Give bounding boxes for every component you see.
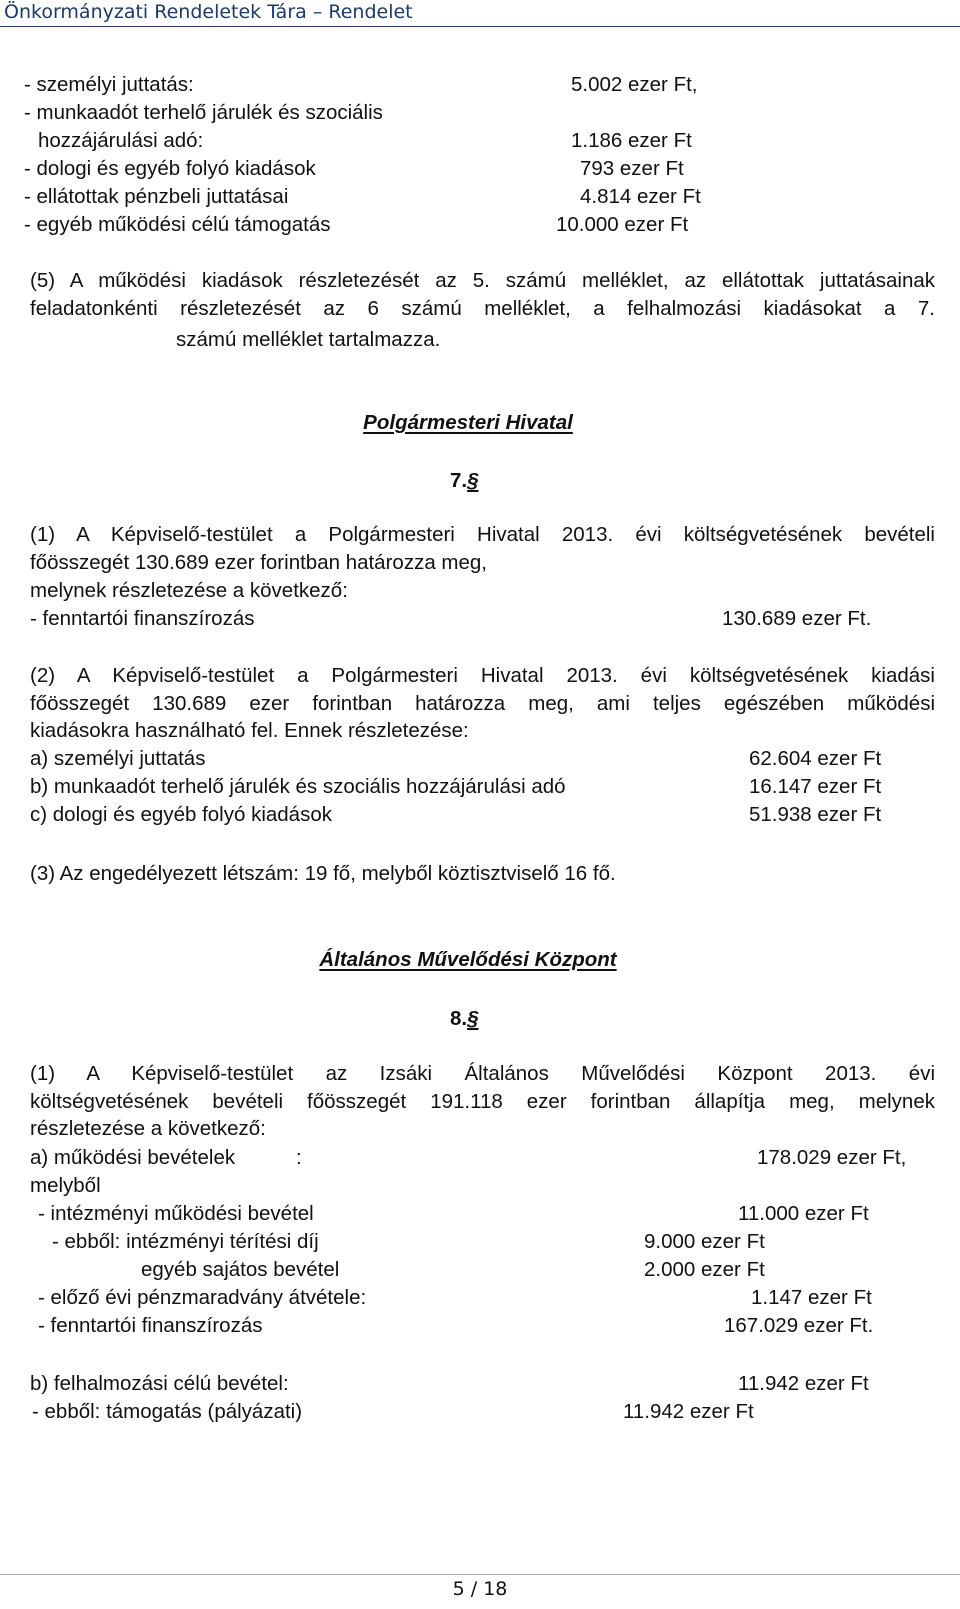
s1-row-label: - fenntartói finanszírozás: [30, 607, 255, 630]
s2-paragraph-1-line-1: (1) A Képviselő-testület az Izsáki Általános Művelődési Központ 2013. évi: [30, 1062, 935, 1085]
s2-row-value: 167.029 ezer Ft.: [724, 1314, 874, 1337]
s2-b1-label: - ebből: támogatás (pályázati): [32, 1400, 303, 1423]
header-title: Önkormányzati Rendeletek Tára – Rendelet: [4, 1, 413, 23]
s1-item-label: a) személyi juttatás: [30, 747, 206, 770]
s2-row-label: - fenntartói finanszírozás: [38, 1314, 263, 1337]
s2-row-label: - intézményi működési bevétel: [38, 1202, 314, 1225]
section-number-7: [450, 468, 479, 494]
s1-item-value: 51.938 ezer Ft: [749, 803, 882, 826]
paragraph-5: (5) A működési kiadások részletezését az 5. számú melléklet, az ellátottak juttatásainak feladatonkénti részletezését az 6 számú melléklet, a felhalmozási kiadásokat a 7.: [30, 269, 935, 320]
s1-paragraph-2-line-2: főösszegét 130.689 ezer forintban határozza meg, ami teljes egészében működési: [30, 692, 935, 715]
s2-paragraph-1-line-2: költségvetésének bevételi főösszegét 191.118 ezer forintban állapítja meg, melynek: [30, 1090, 935, 1113]
s2-paragraph-1-line-3: részletezése a következő:: [30, 1117, 266, 1140]
s2-row-label: - ebből: intézményi térítési díj: [52, 1230, 319, 1253]
s2-row-value: 1.147 ezer Ft: [751, 1286, 872, 1309]
list-item-label: - személyi juttatás:: [24, 73, 194, 96]
s2-b1-value: 11.942 ezer Ft: [623, 1400, 754, 1423]
s1-item-value: 62.604 ezer Ft: [749, 747, 882, 770]
list-item-value: 5.002 ezer Ft,: [571, 73, 698, 96]
s2-b-value: 11.942 ezer Ft: [738, 1372, 869, 1395]
s1-item-label: b) munkaadót terhelő járulék és szociális hozzájárulási adó: [30, 775, 566, 798]
s2-row-label: egyéb sajátos bevétel: [141, 1258, 340, 1281]
s1-paragraph-2-line-3: kiadásokra használható fel. Ennek részletezése:: [30, 719, 469, 742]
list-item-label: - ellátottak pénzbeli juttatásai: [24, 185, 289, 208]
s2-b-label: b) felhalmozási célú bevétel:: [30, 1372, 289, 1395]
list-item-value: 10.000 ezer Ft: [556, 213, 689, 236]
s1-item-label: c) dologi és egyéb folyó kiadások: [30, 803, 332, 826]
section-title-polgarmesteri-hivatal: Polgármesteri Hivatal: [363, 411, 573, 434]
paragraph-sign-icon: §: [467, 469, 479, 492]
s2-a-label: a) működési bevételek: [30, 1146, 236, 1169]
list-item-value: 793 ezer Ft: [580, 157, 684, 180]
section-number-text: 8.: [450, 1007, 468, 1030]
page-header: [0, 0, 960, 27]
list-item-value: 4.814 ezer Ft: [580, 185, 701, 208]
paragraph-5-end: számú melléklet tartalmazza.: [176, 328, 441, 351]
s2-row-label: - előző évi pénzmaradvány átvétele:: [38, 1286, 367, 1309]
s1-paragraph-1-line-3: melynek részletezése a következő:: [30, 579, 348, 602]
s1-paragraph-1-line-1: (1) A Képviselő-testület a Polgármesteri Hivatal 2013. évi költségvetésének bevételi: [30, 523, 935, 546]
paragraph-sign-icon: §: [467, 1007, 479, 1030]
s1-item-value: 16.147 ezer Ft: [749, 775, 882, 798]
list-item-value: 1.186 ezer Ft: [571, 129, 692, 152]
s2-a-value: 178.029 ezer Ft,: [757, 1146, 907, 1169]
list-item-label: hozzájárulási adó:: [38, 129, 204, 152]
s2-row-value: 11.000 ezer Ft: [738, 1202, 869, 1225]
list-item-label: - munkaadót terhelő járulék és szociális: [24, 101, 383, 124]
footer-divider: [0, 1574, 960, 1575]
section-title-altalanos-muvelodesi-kozpont: Általános Művelődési Központ: [319, 948, 617, 971]
s1-paragraph-1-line-2: főösszegét 130.689 ezer forintban határozza meg,: [30, 551, 487, 574]
s1-row-value: 130.689 ezer Ft.: [722, 607, 872, 630]
s2-melybol: melyből: [30, 1174, 101, 1197]
section-number-text: 7.: [450, 469, 468, 492]
s1-paragraph-2-line-1: (2) A Képviselő-testület a Polgármesteri Hivatal 2013. évi költségvetésének kiadási: [30, 664, 935, 687]
list-item-label: - dologi és egyéb folyó kiadások: [24, 157, 316, 180]
s2-a-colon: :: [296, 1146, 302, 1169]
list-item-label: - egyéb működési célú támogatás: [24, 213, 331, 236]
s2-row-value: 2.000 ezer Ft: [644, 1258, 765, 1281]
page-number: 5 / 18: [452, 1578, 508, 1600]
section-number-8: [450, 1006, 479, 1032]
s1-paragraph-3: (3) Az engedélyezett létszám: 19 fő, melyből köztisztviselő 16 fő.: [30, 862, 616, 885]
s2-row-value: 9.000 ezer Ft: [644, 1230, 765, 1253]
